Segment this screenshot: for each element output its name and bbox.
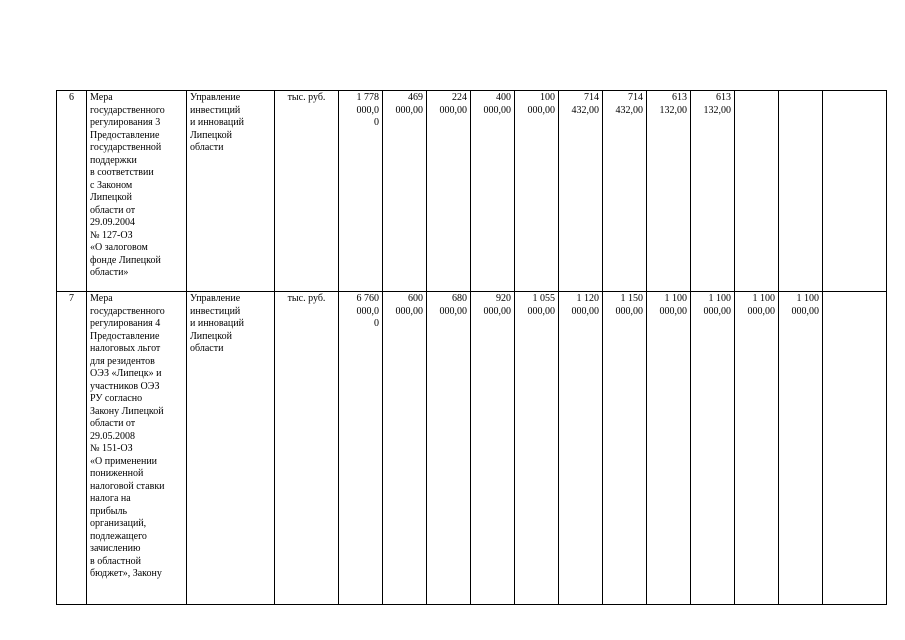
value-cell: 1 150 000,00 <box>603 292 647 605</box>
row-number: 7 <box>57 292 87 605</box>
value-cell: 400 000,00 <box>471 91 515 292</box>
table-row <box>57 292 887 605</box>
value-cell: 613 132,00 <box>691 91 735 292</box>
measure-name: Мера государственного регулирования 4 Предоставление налоговых льгот для резидентов ОЭЗ «Липецк» и участников ОЭЗ РУ согласно Закону Липецкой области от 29.05.2008 № 151-ОЗ «О применении пониженной налоговой ставки налога на прибыль организаций, подлежащего зачислению в областной бюджет», Закону <box>87 292 187 605</box>
measure-name: Мера государственного регулирования 3 Предоставление государственной поддержки в соответствии с Законом Липецкой области от 29.09.2004 № 127-ОЗ «О залоговом фонде Липецкой области» <box>87 91 187 292</box>
value-cell: 469 000,00 <box>383 91 427 292</box>
executor: Управление инвестиций и инноваций Липецкой области <box>187 292 275 605</box>
value-cell: 600 000,00 <box>383 292 427 605</box>
value-cell: 100 000,00 <box>515 91 559 292</box>
value-cell: 1 120 000,00 <box>559 292 603 605</box>
value-cell: 1 100 000,00 <box>735 292 779 605</box>
value-cell: 680 000,00 <box>427 292 471 605</box>
value-cell: 224 000,00 <box>427 91 471 292</box>
row-number: 6 <box>57 91 87 292</box>
value-cell: 714 432,00 <box>559 91 603 292</box>
value-cell: 714 432,00 <box>603 91 647 292</box>
value-cell <box>735 91 779 292</box>
value-cell: 920 000,00 <box>471 292 515 605</box>
value-cell <box>823 292 887 605</box>
value-cell: 1 778 000,0 0 <box>339 91 383 292</box>
value-cell: 1 100 000,00 <box>779 292 823 605</box>
value-cell <box>779 91 823 292</box>
table-row <box>57 91 887 292</box>
value-cell: 613 132,00 <box>647 91 691 292</box>
value-cell: 6 760 000,0 0 <box>339 292 383 605</box>
value-cell: 1 055 000,00 <box>515 292 559 605</box>
executor: Управление инвестиций и инноваций Липецкой области <box>187 91 275 292</box>
unit: тыс. руб. <box>275 292 339 605</box>
value-cell: 1 100 000,00 <box>647 292 691 605</box>
unit: тыс. руб. <box>275 91 339 292</box>
value-cell <box>823 91 887 292</box>
budget-table <box>56 90 887 605</box>
value-cell: 1 100 000,00 <box>691 292 735 605</box>
